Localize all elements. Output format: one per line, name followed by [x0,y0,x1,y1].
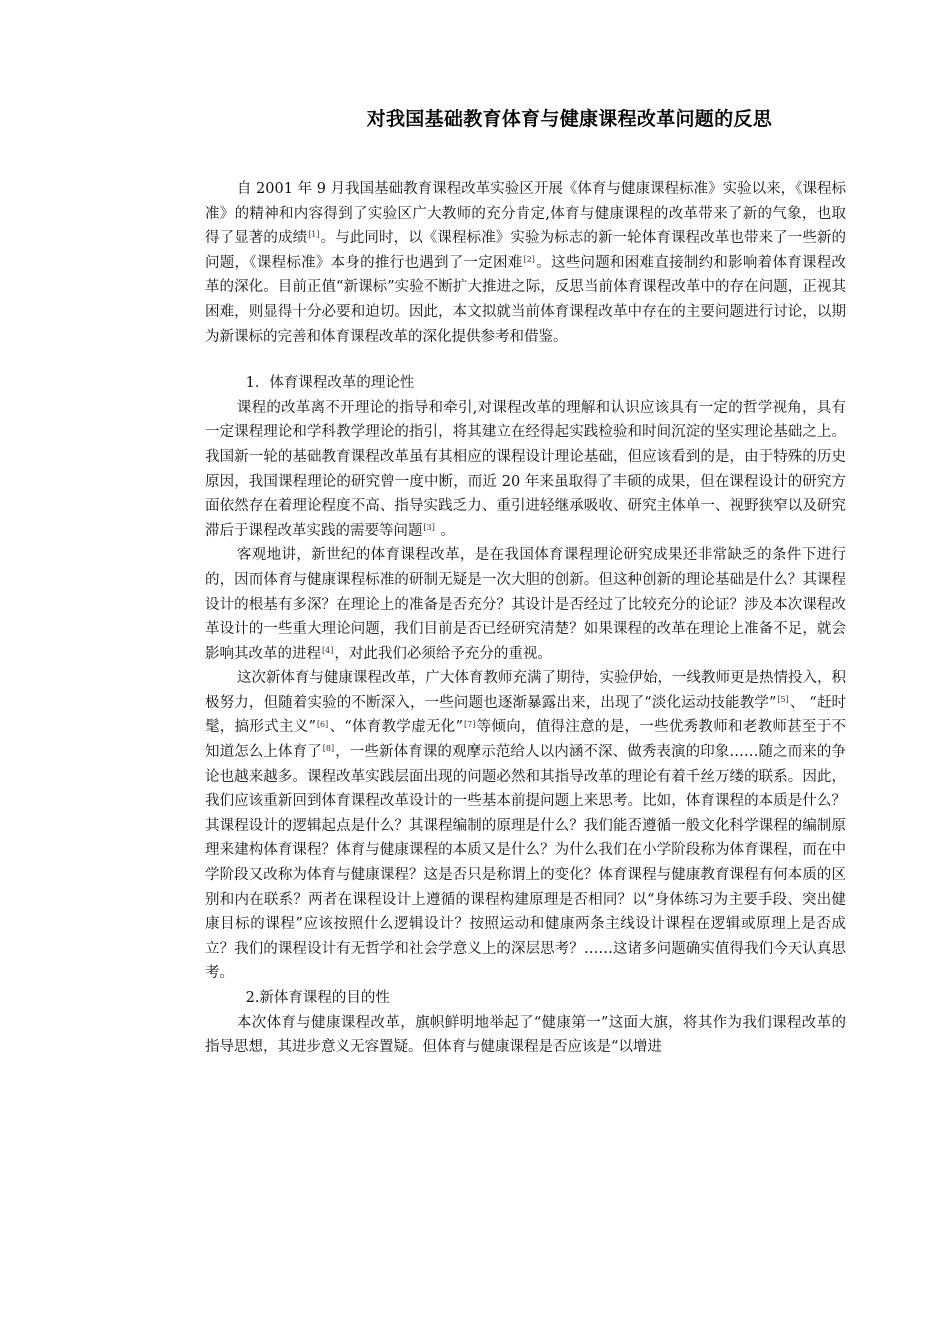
text-run: 、“体育教学虚无化” [329,719,463,736]
text-run: 这次新体育与健康课程改革，广大体育教师充满了期待，实验伊始，一线教师更是热情投入，积极努力，但随着实验的不断深入，一些问题也逐渐暴露出来，出现了“淡化运动技能教学” [205,670,846,711]
citation-reference: [2] [523,254,535,264]
text-run: 。这些问题和困难直接制约和影响着体育课程改革的深化。目前正值“新课标”实验不断扩大推进之际，反思当前体育课程改革中的存在问题，正视其困难，则显得十分必要和迫切。因此，本文拟就当前体育课程改革中存在的主要问题进行讨论，以期为新课标的完善和体育课程改革的深化提供参考和借鉴。 [205,254,847,345]
citation-reference: [3] [423,522,435,532]
citation-reference: [4] [322,645,334,655]
text-run: 等倾向，值得注意的是，一些优秀教师和老教师甚至于不知道怎么上体育了 [205,719,847,761]
section-2-heading: 2.新体育课程的目的性 [245,990,390,1006]
text-run: ，一些新体育课的观摩示范给人以内涵不深、做秀表演的印象……随之而来的争论也越来越多。课程改革实践层面出现的问题必然和其指导改革的理论有着千丝万缕的联系。因此，我们应该重新回到体育课程改革设计的一些基本前提问题上来思考。比如，体育课程的本质是什么？其课程设计的逻辑起点是什么？其课程编制的原理是什么？我们能否遵循一般文化科学课程的编制原理来建构体育课程？体育与健康课程的本质又是什么？为什么我们在小学阶段称为体育课程，而在中学阶段又改称为体育与健康课程？这是否只是称谓上的变化？体育课程与健康教育课程有何本质的区别和内在联系？两者在课程设计上遵循的课程构建原理是否相同？以“身体练习为主要手段、突出健康目标的课程”应该按照什么逻辑设计？按照运动和健康两条主线设计课程在逻辑或原理上是否成立？我们的课程设计有无哲学和社会学意义上的深层思考？……这诸多问题确实值得我们今天认真思考。 [205,744,847,982]
intro-paragraph [205,177,846,349]
text-run: 。 [435,522,455,539]
text-run: 客观地讲，新世纪的体育课程改革，是在我国体育课程理论研究成果还非常缺乏的条件下进行的，因而体育与健康课程标准的研制无疑是一次大胆的创新。但这种创新的理论基础是什么？其课程设计的根基有多深？在理论上的准备是否充分？其设计是否经过了比较充分的论证？涉及本次课程改革设计的一些重大理论问题，我们目前是否已经研究清楚？如果课程的改革在理论上准备不足，就会影响其改革的进程 [205,547,846,662]
section-1-heading: 1．体育课程改革的理论性 [245,375,415,392]
section-1-paragraph-1 [205,396,846,544]
document-body [205,177,846,1060]
text-run: 自 2001 年 9 月我国基础教育课程改革实验区开展《体育与健康课程标准》实验以来，《课程标准》的精神和内容得到了实验区广大教师的充分肯定,体育与健康课程的改革带来了新的气象，也取得了显著的成绩 [205,181,846,247]
citation-reference: [5] [777,695,789,705]
text-run: ，对此我们必须给予充分的重视。 [334,645,552,662]
text-run: 。与此同时，以《课程标准》实验为标志的新一轮体育课程改革也带来了一些新的问题，《课程标准》本身的推行也遇到了一定困难 [205,230,847,271]
citation-reference: [6] [316,719,329,729]
section-1-paragraph-2 [205,543,846,666]
section-1-paragraph-3 [205,666,846,986]
citation-reference: [7] [463,719,476,729]
text-run: 课程的改革离不开理论的指导和牵引,对课程改革的理解和认识应该具有一定的哲学视角，具有一定课程理论和学科教学理论的指引，将其建立在经得起实践检验和时间沉淀的坚实理论基础之上。我国新一轮的基础教育课程改革虽有其相应的课程设计理论基础，但应该看到的是，由于特殊的历史原因，我国课程理论的研究曾一度中断，而近 20 年来虽取得了丰硕的成果，但在课程设计的研究方面依然存在着理论程度不高、指导实践乏力、重引进轻继承吸收、研究主体单一、视野狭窄以及研究滞后于课程改革实践的需要等问题 [205,399,846,539]
paragraph-gap [205,349,846,371]
document-title: 对我国基础教育体育与健康课程改革问题的反思 [366,108,772,130]
citation-reference: [8] [322,744,335,754]
text-run: 本次体育与健康课程改革，旗帜鲜明地举起了“健康第一”这面大旗，将其作为我们课程改革的指导思想，其进步意义无容置疑。但体育与健康课程是否应该是“以增进 [205,1014,846,1056]
text-run: 、 “赶时髦，搞形式主义” [205,694,846,736]
section-2-paragraph-1 [205,1011,846,1060]
citation-reference: [1] [308,230,320,240]
